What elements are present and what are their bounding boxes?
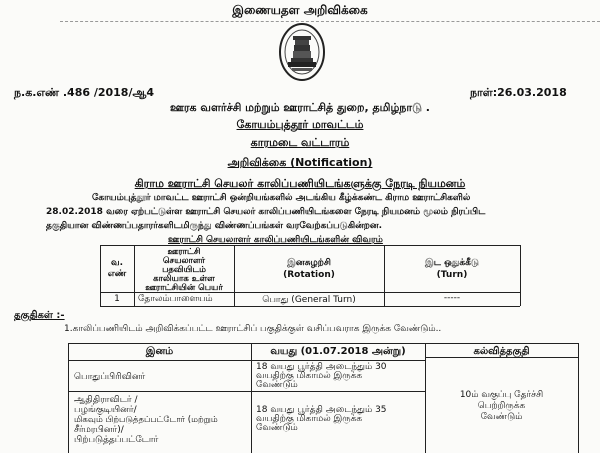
header-age: வயது (01.07.2018 அன்று) xyxy=(270,346,406,357)
row1-age-3: வேண்டும் xyxy=(256,380,298,390)
row2-category-1: ஆதிதிராவிடர் / xyxy=(74,395,138,405)
row-panchayat-name: தோலம்பாளையம் xyxy=(138,294,213,304)
state-emblem-icon xyxy=(278,22,326,84)
notice-subject: கிராம ஊராட்சி செயலர் காலிப்பணியிடங்களுக்கு நேரடி நியமனம் xyxy=(134,177,466,190)
top-title: இணையதள அறிவிக்கை xyxy=(232,3,368,17)
intro-line-3: தகுதியான விண்ணப்பதாரர்களிடமிருந்து விண்ணப்பங்கள் வரவேற்கப்படுகின்றன. xyxy=(46,221,383,231)
header-education: கல்வித்தகுதி xyxy=(473,346,530,357)
vacancy-heading: ஊராட்சி செயலாளர் காலிப்பணியிடங்களின் விவரம் xyxy=(168,235,383,245)
department-name: ஊரக வளர்ச்சி மற்றும் ஊராட்சித் துறை, தமிழ்நாடு . xyxy=(170,101,430,114)
notice-title: அறிவிக்கை (Notification) xyxy=(227,156,373,169)
row2-category-2: பழங்குடியினர்/ xyxy=(74,405,137,415)
header-reservation-1: இட ஒதுக்கீடு xyxy=(425,258,479,268)
row2-age-3: வேண்டும் xyxy=(256,423,298,433)
header-panchayat-3: பதவியிடம் xyxy=(162,265,206,275)
row-reservation: ----- xyxy=(443,293,461,303)
header-sno-1: வ. xyxy=(110,258,124,268)
header-rotation-1: இனசுழற்சி xyxy=(287,258,331,268)
intro-line-1: கோயம்புத்தூர் மாவட்ட ஊராட்சி ஒன்றியங்களில் அடங்கிய கீழ்க்கண்ட கிராம ஊராட்சிகளில் xyxy=(92,193,471,203)
top-divider xyxy=(60,21,600,22)
header-category: இனம் xyxy=(145,346,174,357)
notice-date: நாள்:26.03.2018 xyxy=(470,86,567,99)
row-rotation: பொது (General Turn) xyxy=(262,295,356,305)
header-reservation-2: (Turn) xyxy=(436,270,468,280)
header-sno-2: எண் xyxy=(107,269,127,279)
row1-category: பொதுப்பிரிவினர் xyxy=(74,372,146,382)
block-name: காரமடை வட்டாரம் xyxy=(250,136,350,149)
education-1: 10ம் வகுப்பு தேர்ச்சி xyxy=(459,390,544,400)
education-2: பெற்றிருக்க xyxy=(477,401,526,411)
row2-age-1: 18 வயது பூர்த்தி அடைந்தும் 35 xyxy=(256,405,387,415)
row1-age-1: 18 வயது பூர்த்தி அடைந்தும் 30 xyxy=(256,362,387,372)
row2-age-2: வயதிற்கு மிகாமல் இருக்க xyxy=(256,414,363,424)
row2-category-5: பிற்படுத்தப்பட்டோர் xyxy=(74,435,159,445)
header-rotation-2: (Rotation) xyxy=(283,270,335,280)
header-panchayat-2: செயலாளர் xyxy=(162,256,206,266)
header-panchayat-4: காலியாக உள்ள xyxy=(153,274,215,284)
qualifications-heading: தகுதிகள் :- xyxy=(14,310,65,321)
header-panchayat-5: ஊராட்சியின் பெயர் xyxy=(145,283,223,293)
header-panchayat-1: ஊராட்சி xyxy=(167,247,201,257)
reference-number: ந.க.எண் .486 /2018/ஆ4 xyxy=(14,86,155,99)
intro-line-2: 28.02.2018 வரை ஏற்பட்டுள்ள ஊராட்சி செயலர் காலிப்பணியிடங்களை நேரடி நியமனம் மூலம் நிரப்பிட xyxy=(46,207,486,217)
qualification-point-1: 1.காலிப்பணியிடம் அறிவிக்கப்பட்ட ஊராட்சிப் பகுதிக்குள் வசிப்பவராக இருக்க வேண்டும்.. xyxy=(64,324,442,334)
row1-age-2: வயதிற்கு மிகாமல் இருக்க xyxy=(256,371,363,381)
row-sno: 1 xyxy=(114,294,120,304)
row2-category-4: சீர்மரபினர்)/ xyxy=(74,425,124,435)
district-name: கோயம்புத்தூர் மாவட்டம் xyxy=(236,118,364,131)
row2-category-3: மிகவும் பிற்படுத்தப்பட்டோர் (மற்றும் xyxy=(74,415,218,425)
education-3: வேண்டும் xyxy=(480,412,523,422)
